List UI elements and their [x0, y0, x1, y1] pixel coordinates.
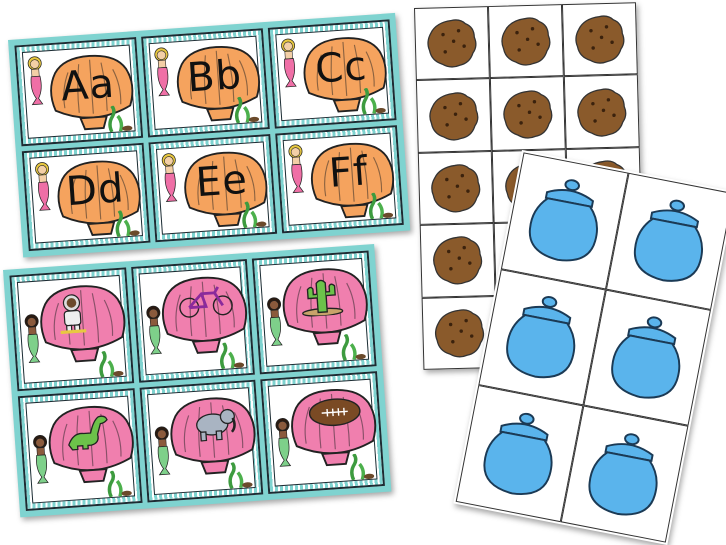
- mermaid-icon: [28, 432, 54, 485]
- cookie-icon: [425, 17, 478, 70]
- cookie-card: [418, 151, 494, 225]
- cookie-card: [416, 78, 492, 152]
- cookie-card: [414, 6, 490, 80]
- mermaid-icon: [150, 45, 176, 98]
- jar-card: [561, 406, 689, 543]
- bicycle-icon: [176, 282, 234, 320]
- astronaut-icon: [55, 292, 90, 334]
- picture-card: [9, 267, 133, 390]
- seaweed-icon: [225, 461, 253, 489]
- letter-card: [141, 28, 270, 137]
- mermaid-icon: [263, 294, 289, 347]
- seaweed-icon: [366, 192, 394, 220]
- picture-bicycle: [176, 282, 234, 320]
- cookie-card: [488, 4, 564, 78]
- dinosaur-icon: [63, 411, 117, 451]
- cookie-icon: [429, 161, 482, 214]
- letter-pair-text: Bb: [185, 51, 244, 102]
- cookie-card: [564, 75, 640, 149]
- mermaid-icon: [271, 415, 297, 468]
- cookie-jar-icon: [578, 423, 672, 526]
- seaweed-icon: [347, 453, 375, 481]
- mermaid-icon: [141, 303, 167, 356]
- cactus-icon: [298, 274, 347, 317]
- seaweed-icon: [112, 209, 140, 237]
- seaweed-icon: [105, 104, 133, 132]
- letter-card-sheet: [8, 13, 410, 258]
- picture-elephant: [185, 403, 239, 443]
- mermaid-icon: [276, 36, 302, 89]
- mermaid-icon: [157, 150, 183, 203]
- picture-card: [18, 388, 142, 511]
- picture-dinosaur: [63, 411, 117, 451]
- cookie-icon: [501, 87, 554, 140]
- cookie-jar-icon: [495, 286, 589, 389]
- letter-pair-text: Cc: [313, 42, 369, 93]
- cookie-jar-icon: [623, 190, 717, 293]
- seaweed-icon: [96, 349, 124, 377]
- picture-grid: [9, 250, 385, 511]
- letter-grid: [14, 19, 403, 251]
- picture-card: [252, 250, 376, 373]
- letter-card: [268, 19, 397, 128]
- jar-card: [583, 289, 711, 426]
- cookie-icon: [431, 234, 484, 287]
- cookie-jar-icon: [473, 402, 567, 505]
- cookie-jar-icon: [600, 306, 694, 409]
- picture-card: [131, 259, 255, 382]
- cookie-icon: [575, 85, 628, 138]
- letter-card: [148, 133, 277, 242]
- mermaid-icon: [20, 311, 46, 364]
- football-icon: [306, 394, 364, 430]
- mermaid-icon: [284, 141, 310, 194]
- picture-card: [261, 371, 385, 494]
- picture-card-sheet: [3, 244, 391, 517]
- seaweed-icon: [104, 470, 132, 498]
- cookie-card: [562, 2, 638, 76]
- cookie-jar-icon: [518, 169, 612, 272]
- letter-pair-text: Ee: [194, 156, 250, 207]
- cookie-card: [490, 76, 566, 150]
- cookie-card: [420, 223, 496, 297]
- mermaid-icon: [30, 159, 56, 212]
- seaweed-icon: [232, 95, 260, 123]
- cookie-icon: [499, 15, 552, 68]
- mermaid-icon: [23, 53, 49, 106]
- letter-card: [14, 37, 143, 146]
- cookie-icon: [433, 306, 486, 359]
- cookie-icon: [427, 89, 480, 142]
- letter-pair-text: Dd: [64, 165, 126, 216]
- letter-pair-text: Aa: [59, 60, 117, 110]
- letter-card: [22, 142, 151, 251]
- seaweed-icon: [338, 332, 366, 360]
- elephant-icon: [185, 403, 239, 443]
- picture-football: [306, 394, 364, 430]
- cookie-icon: [573, 13, 626, 66]
- mermaid-icon: [150, 423, 176, 476]
- picture-card: [139, 379, 263, 502]
- jar-card: [606, 173, 726, 310]
- letter-pair-text: Ff: [327, 148, 370, 197]
- letter-card: [275, 125, 404, 234]
- seaweed-icon: [358, 86, 386, 114]
- seaweed-icon: [217, 341, 245, 369]
- seaweed-icon: [239, 200, 267, 228]
- picture-astronaut: [55, 292, 90, 334]
- picture-cactus: [298, 274, 347, 317]
